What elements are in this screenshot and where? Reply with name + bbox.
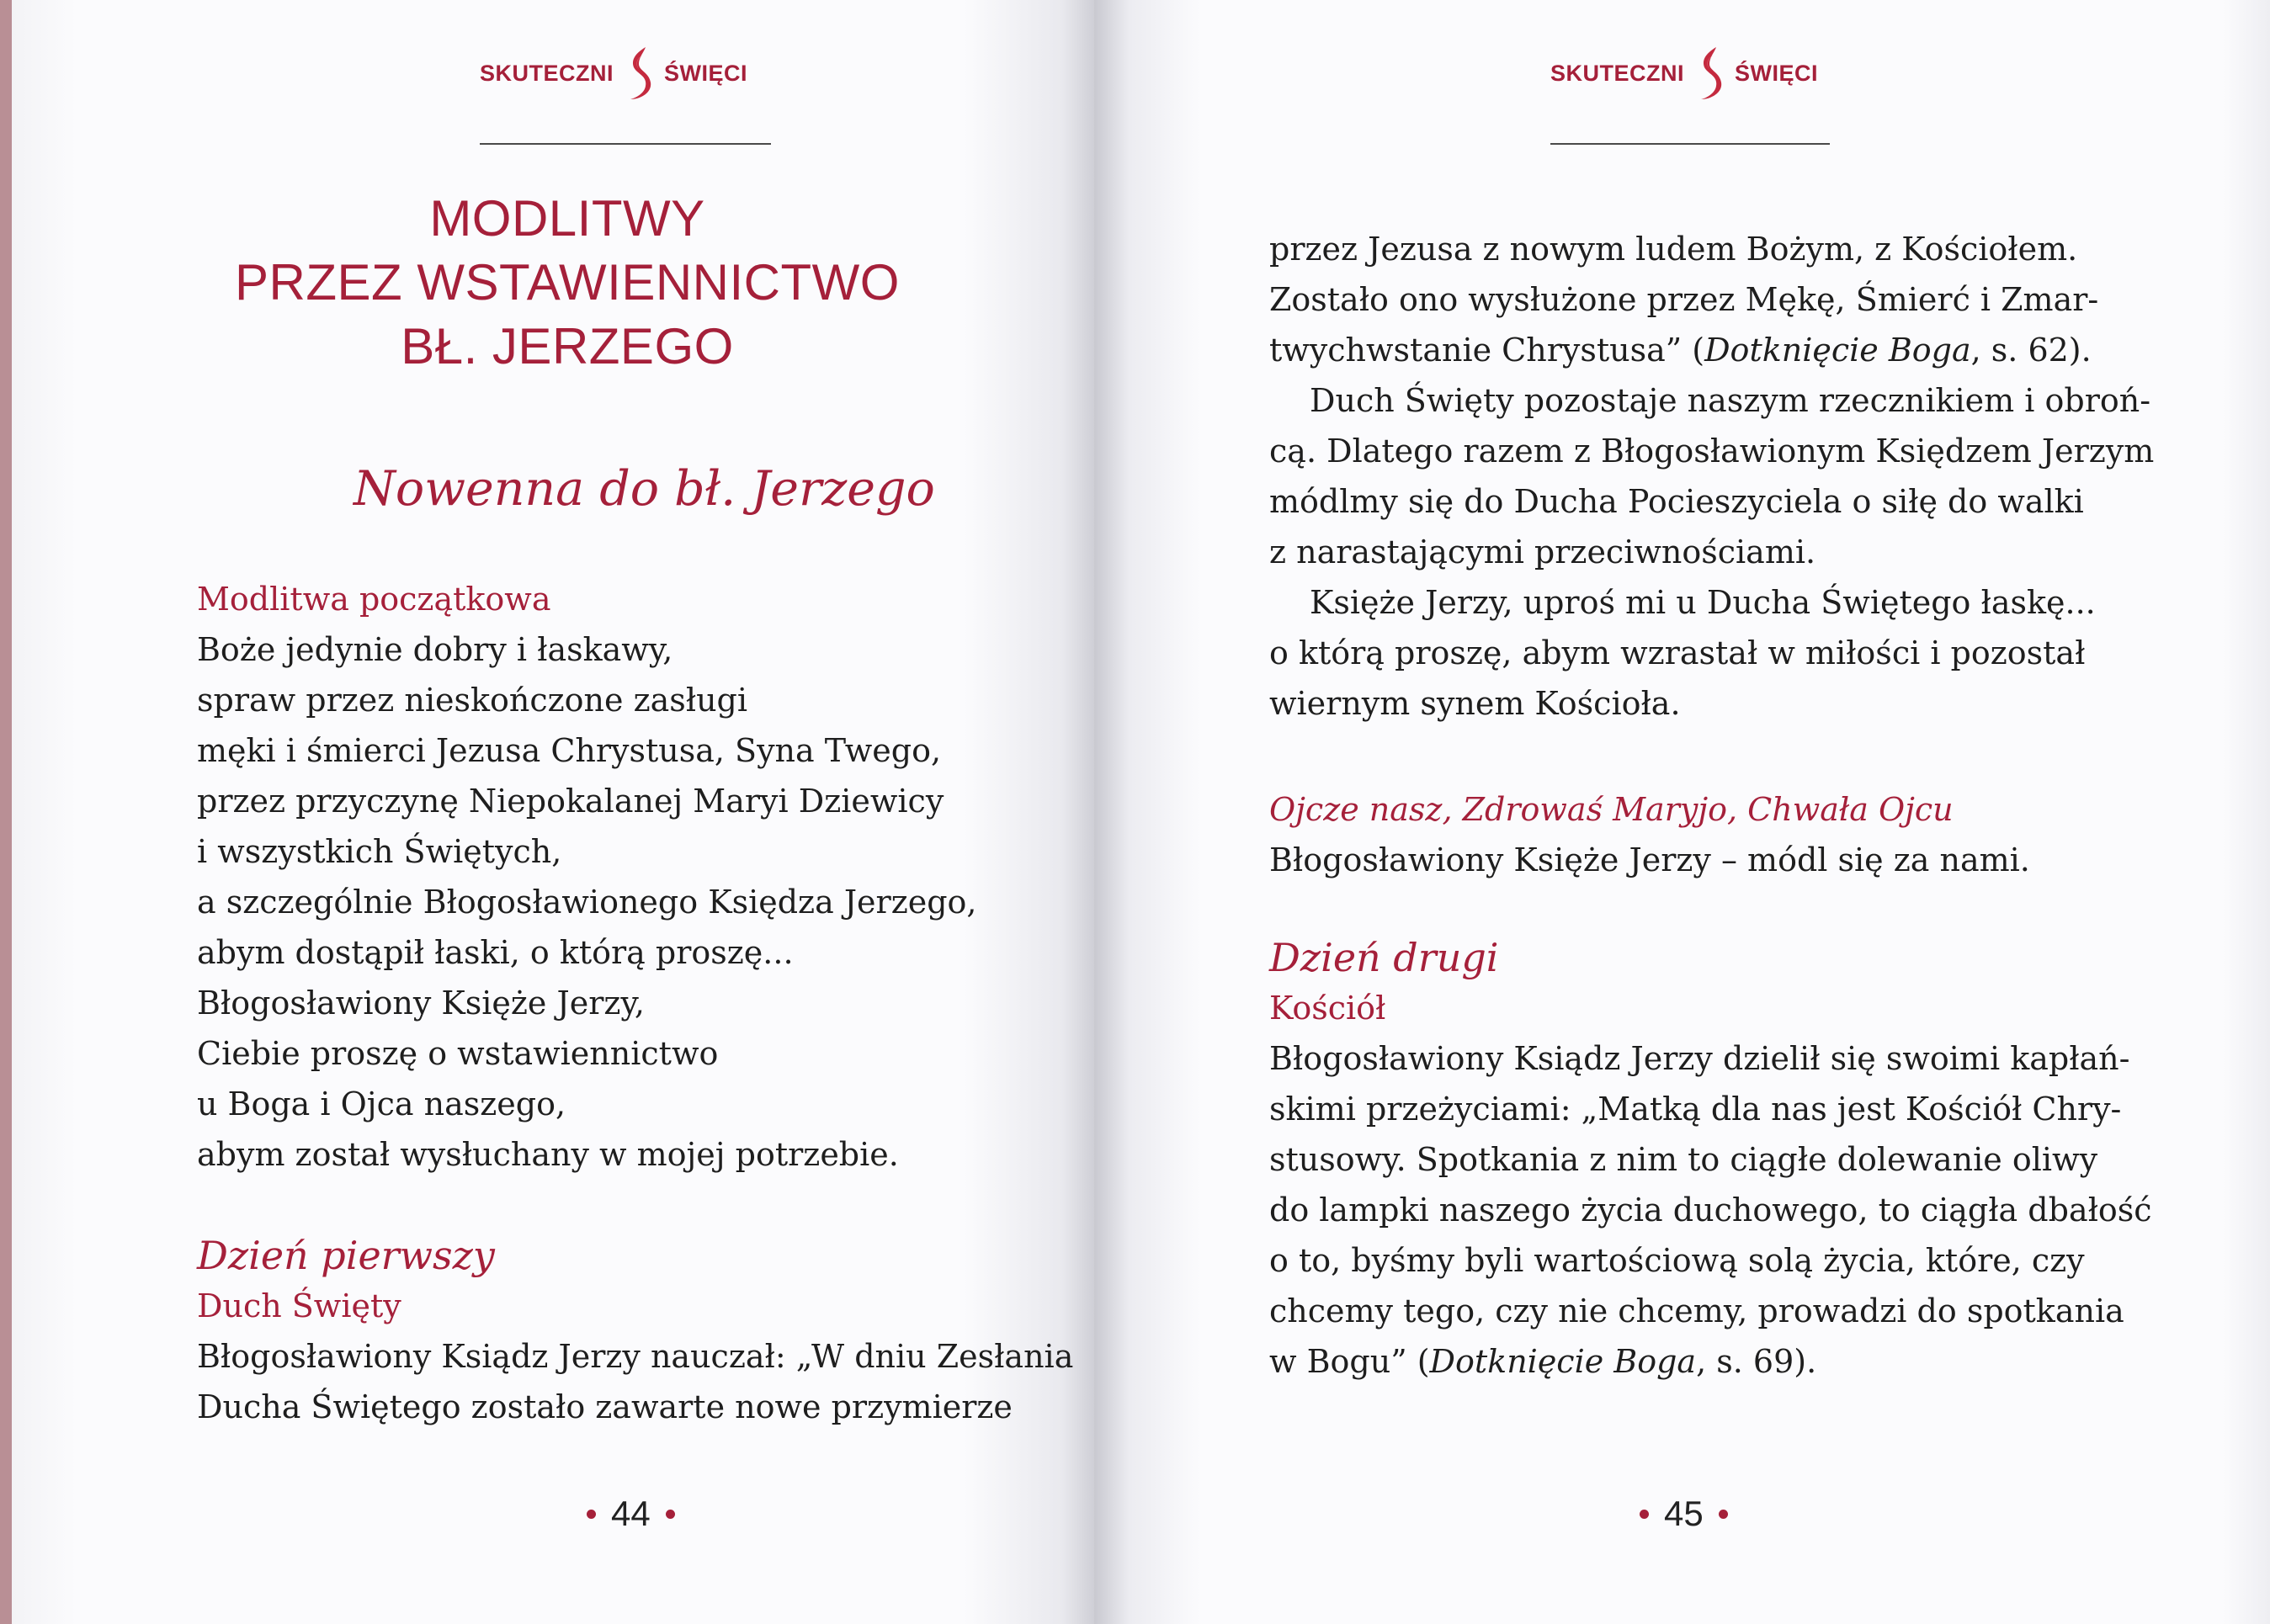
page-number: 45 [1664, 1494, 1704, 1533]
opening-heading: Modlitwa początkowa [197, 581, 551, 618]
body-line: Ducha Świętego zostało zawarte nowe przymierze [197, 1388, 1013, 1425]
prayer-line: i wszystkich Świętych, [197, 833, 562, 870]
title-line: MODLITWY [429, 190, 705, 247]
prayer-line: u Boga i Ojca naszego, [197, 1085, 566, 1122]
page-number-left [571, 1494, 690, 1534]
page-number: 44 [611, 1494, 651, 1533]
folio-dot [666, 1510, 675, 1519]
chapter-title [197, 187, 938, 379]
day-one-theme: Duch Święty [197, 1287, 401, 1324]
day-two-section [1269, 932, 2152, 1387]
running-header [480, 44, 747, 103]
running-header [1550, 44, 1818, 103]
day-one-continued [1269, 224, 2154, 729]
folio-dot [1719, 1510, 1728, 1519]
body-line: o to, byśmy byli wartościową solą życia, które, czy [1269, 1242, 2085, 1279]
prayer-line: przez przyczynę Niepokalanej Maryi Dziewicy [197, 783, 944, 820]
prayer-line: a szczególnie Błogosławionego Księdza Jerzego, [197, 884, 977, 921]
body-line: z narastającymi przeciwnościami. [1269, 533, 1816, 571]
body-text: , s. 69). [1696, 1343, 1817, 1380]
prayer-line: Ciebie proszę o wstawiennictwo [197, 1035, 719, 1072]
book-edge [0, 0, 12, 1624]
day-one-section [197, 1230, 1073, 1432]
body-line: Zostało ono wysłużone przez Mękę, Śmierć i Zmar- [1269, 281, 2099, 318]
body-line: cą. Dlatego razem z Błogosławionym Księdzem Jerzym [1269, 433, 2155, 470]
header-rule [480, 143, 771, 145]
day-two-heading: Dzień drugi [1269, 935, 1499, 980]
flame-s-logo-icon [620, 44, 657, 103]
prayer-line: męki i śmierci Jezusa Chrystusa, Syna Twego, [197, 732, 942, 769]
body-line [1269, 325, 2154, 375]
prayer-line: spraw przez nieskończone zasługi [197, 682, 748, 719]
body-text: twychwstanie Chrystusa” ( [1269, 332, 1705, 369]
header-word-left: SKUTECZNI [480, 60, 614, 86]
prayer-line: Błogosławiony Księże Jerzy, [197, 984, 645, 1022]
body-text: w Bogu” ( [1269, 1343, 1430, 1380]
novena-title: Nowenna do bł. Jerzego [354, 461, 935, 517]
prayers-list: Ojcze nasz, Zdrowaś Maryjo, Chwała Ojcu [1269, 791, 1954, 828]
title-line: PRZEZ WSTAWIENNICTWO [235, 254, 900, 310]
prayer-line: abym dostąpił łaski, o którą proszę... [197, 934, 794, 971]
body-line: módlmy się do Ducha Pocieszyciela o siłę do walki [1269, 483, 2084, 520]
body-line: Błogosławiony Ksiądz Jerzy nauczał: „W dniu Zesłania [197, 1338, 1074, 1375]
body-line: skimi przeżyciami: „Matką dla nas jest Kościół Chry- [1269, 1091, 2122, 1128]
body-line: Błogosławiony Ksiądz Jerzy dzielił się swoimi kapłań- [1269, 1040, 2130, 1077]
book-title: Dotknięcie Boga [1704, 332, 1971, 369]
folio-dot [1640, 1510, 1649, 1519]
header-word-right: ŚWIĘCI [664, 60, 748, 86]
body-line: chcemy tego, czy nie chcemy, prowadzi do spotkania [1269, 1292, 2124, 1329]
left-page [12, 0, 1094, 1624]
flame-s-logo-icon [1691, 44, 1728, 103]
body-line: wiernym synem Kościoła. [1269, 685, 1681, 722]
invocation: Błogosławiony Księże Jerzy – módl się za nami. [1269, 841, 2030, 878]
opening-prayer [197, 574, 977, 1180]
body-line: przez Jezusa z nowym ludem Bożym, z Kościołem. [1269, 231, 2078, 268]
book-title: Dotknięcie Boga [1429, 1343, 1697, 1380]
folio-dot [587, 1510, 596, 1519]
body-line: Księże Jerzy, uproś mi u Ducha Świętego łaskę... [1310, 584, 2096, 621]
title-line: BŁ. JERZEGO [401, 318, 734, 374]
day-two-theme: Kościół [1269, 990, 1386, 1027]
body-line: Duch Święty pozostaje naszym rzecznikiem i obroń- [1310, 382, 2151, 419]
body-line [1269, 1336, 2152, 1387]
body-line: o którą proszę, abym wzrastał w miłości i pozostał [1269, 634, 2086, 671]
closing-prayers [1269, 784, 2030, 885]
body-text: , s. 62). [1970, 332, 2092, 369]
header-word-right: ŚWIĘCI [1735, 60, 1819, 86]
header-word-left: SKUTECZNI [1550, 60, 1684, 86]
body-line: stusowy. Spotkania z nim to ciągłe dolewanie oliwy [1269, 1141, 2098, 1178]
day-one-heading: Dzień pierwszy [197, 1233, 495, 1278]
page-number-right [1624, 1494, 1743, 1534]
prayer-line: abym został wysłuchany w mojej potrzebie. [197, 1136, 899, 1173]
body-line: do lampki naszego życia duchowego, to ciągła dbałość [1269, 1191, 2152, 1229]
prayer-line: Boże jedynie dobry i łaskawy, [197, 631, 673, 668]
header-rule [1550, 143, 1830, 145]
right-page [1094, 0, 2270, 1624]
